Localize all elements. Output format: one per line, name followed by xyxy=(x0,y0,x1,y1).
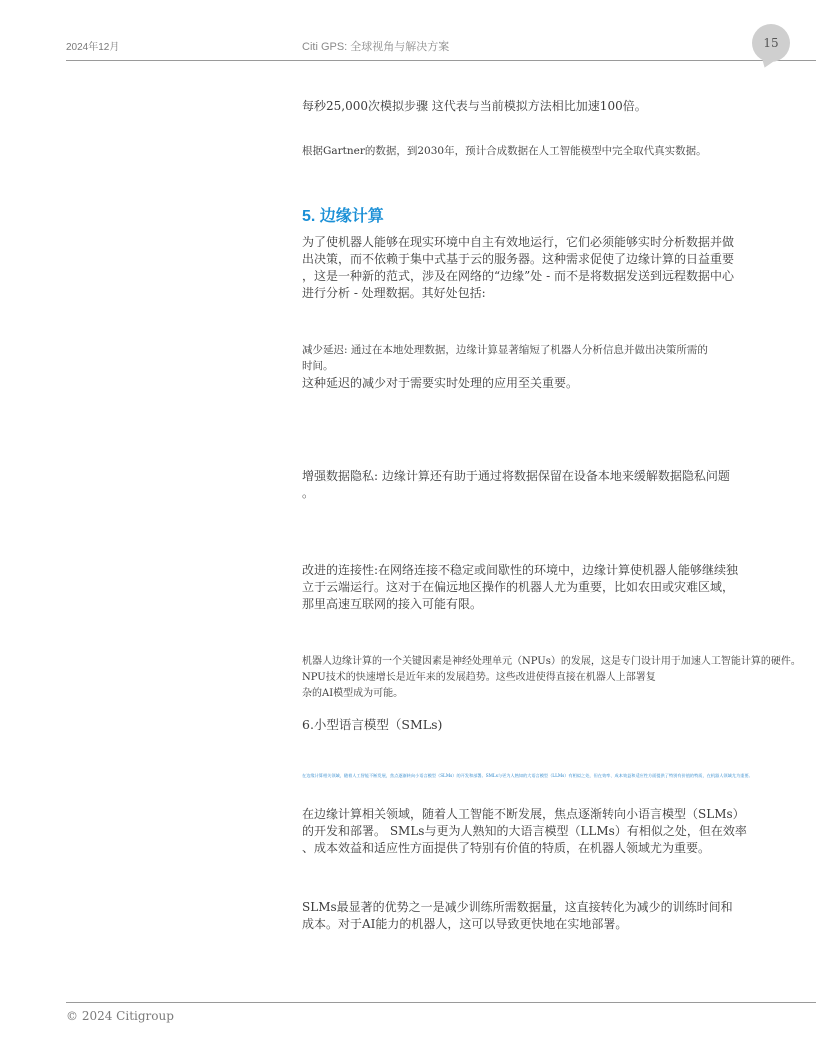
header-divider xyxy=(66,60,816,61)
paragraph-npu: 机器人边缘计算的一个关键因素是神经处理单元（NPUs）的发展，这是专门设计用于加速人工智能计算的硬件。 NPU技术的快速增长是近年来的发展趋势。这些改进使得直接在机器人上部署复 杂的AI模型成为可能。 xyxy=(302,656,801,699)
footer-divider xyxy=(66,1002,816,1003)
footer-copyright: © 2024 Citigroup xyxy=(66,1009,174,1023)
page-number-badge xyxy=(752,24,790,62)
section-6-title: 6.小型语言模型（SMLs) xyxy=(302,717,443,732)
header-date: 2024年12月 xyxy=(66,42,120,53)
page-number: 15 xyxy=(763,36,779,50)
paragraph-edge-intro: 为了使机器人能够在现实环境中自主有效地运行，它们必须能够实时分析数据并做 出决策，而不依赖于集中式基于云的服务器。这种需求促使了边缘计算的日益重要 ，这是一种新的范式，涉及在网络的“边缘”处 - 而不是将数据发送到远程数据中心 进行分析 - 处理数据。其好处包括: xyxy=(302,235,735,300)
paragraph-slm-development: 在边缘计算相关领域，随着人工智能不断发展，焦点逐渐转向小语言模型（SLMs） 的开发和部署。 SMLs与更为人熟知的大语言模型（LLMs）有相似之处，但在效率 、成本效益和适应性方面提供了特别有价值的特质，在机器人领域尤为重要。 xyxy=(302,807,747,855)
paragraph-slm-advantage: SLMs最显著的优势之一是减少训练所需数据量，这直接转化为减少的训练时间和 成本。对于AI能力的机器人，这可以导致更快地在实地部署。 xyxy=(302,900,733,931)
paragraph-simulation-speed: 每秒25,000次模拟步骤 这代表与当前模拟方法相比加速100倍。 xyxy=(302,99,647,113)
header-title: Citi GPS: 全球视角与解决方案 xyxy=(302,41,450,53)
paragraph-slm-tiny: 在边缘计算相关领域，随着人工智能不断发展，焦点逐渐转向小语言模型（SLMs）的开发和部署。SMLs与更为人熟知的大语言模型（LLMs）有相似之处，但在效率、成本效益和适应性方面提供了特别有价值的特质，在机器人领域尤为重要。 xyxy=(302,773,753,778)
paragraph-reduced-latency: 减少延迟: 通过在本地处理数据，边缘计算显著缩短了机器人分析信息并做出决策所需的 时间。 xyxy=(302,344,708,372)
paragraph-gartner: 根据Gartner的数据，到2030年，预计合成数据在人工智能模型中完全取代真实数据。 xyxy=(302,145,707,157)
paragraph-connectivity: 改进的连接性:在网络连接不稳定或间歇性的环境中，边缘计算使机器人能够继续独 立于云端运行。这对于在偏远地区操作的机器人尤为重要，比如农田或灾难区域， 那里高速互联网的接入可能有限。 xyxy=(302,563,739,611)
section-5-title: 5. 边缘计算 xyxy=(302,208,384,225)
paragraph-data-privacy: 增强数据隐私: 边缘计算还有助于通过将数据保留在设备本地来缓解数据隐私问题 。 xyxy=(302,469,730,500)
paragraph-latency-importance: 这种延迟的减少对于需要实时处理的应用至关重要。 xyxy=(302,376,579,390)
